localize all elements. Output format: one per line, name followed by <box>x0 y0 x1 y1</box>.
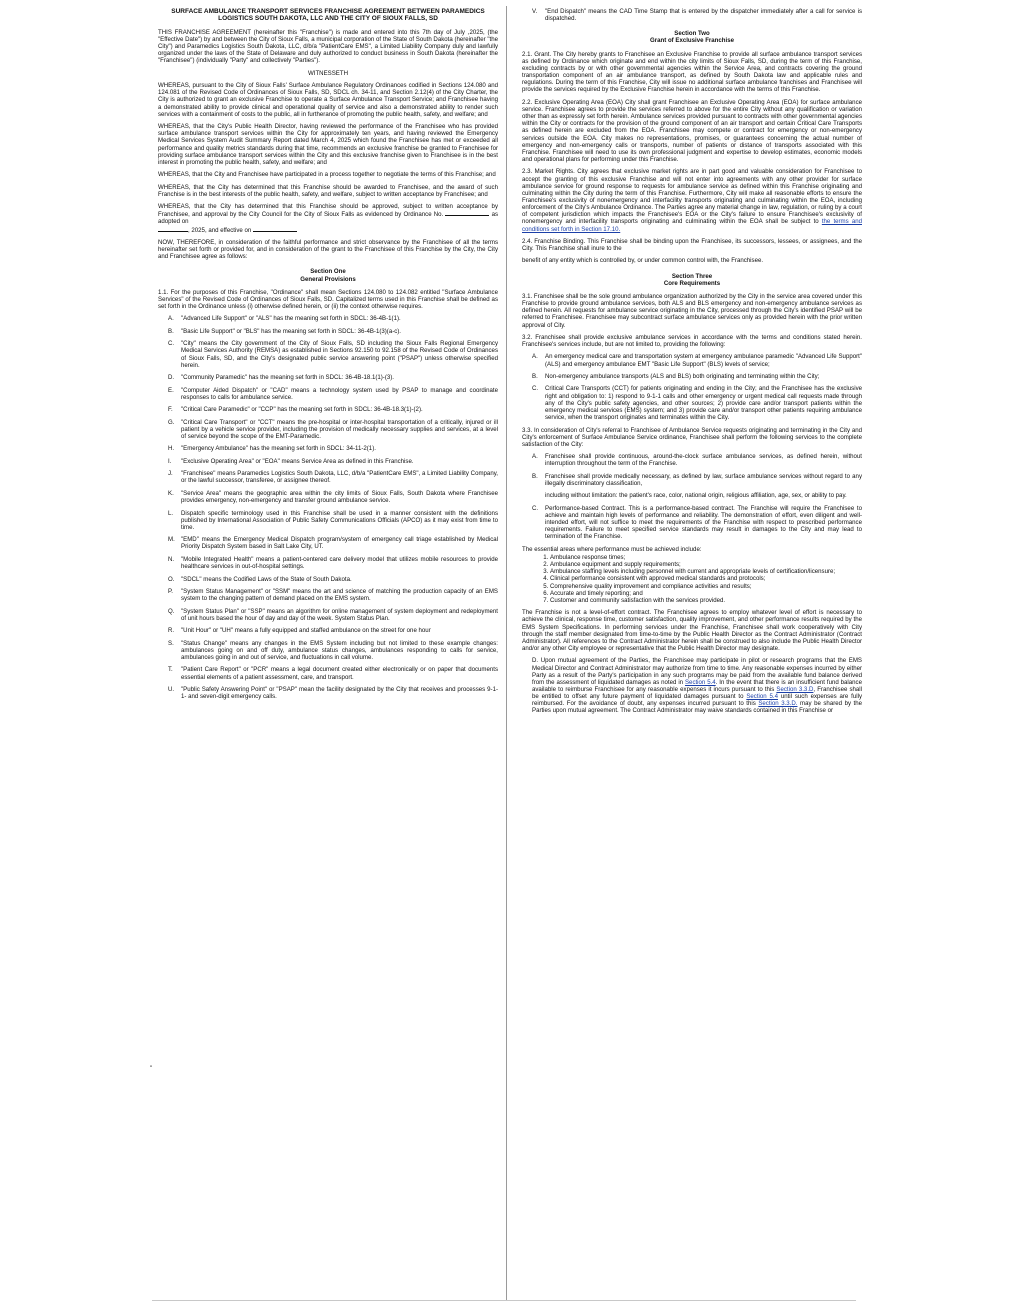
section-2-4-continued: benefit of any entity which is controlled by, or under common control with, the Franchisee. <box>522 257 764 265</box>
section-2-3: 2.3. Market Rights. City agrees that exclusive market rights are in part good and valuable consideration for Franchisee to accept the granting of this exclusive Franchise and will not enter into agreements with any other provider for surface ambulance service for ground response to requests for ambulance service as defined within this Franchise originating and culminating within the City during the term of this Franchise. Furthermore, City will make all reasonable efforts to ensure the Franchisee's exclusivity of nonemergency and interfacility transports originating and culminating within the EOA, including enforcement of the City's Ambulance Ordinance. The Parties agree any material change in law, regulation, or ruling by a court of competent jurisdiction which impacts the Franchisee's EOA or the City's failure to ensure Franchisee's exclusivity of nonemergency and interfacility transports originating and culminating within the EOA shall be subject to the terms and conditions set forth in Section 17.10. <box>522 168 862 233</box>
definition-item: A. "Advanced Life Support" or "ALS" has the meaning set forth in SDCL: 36-4B-1(1). <box>168 315 401 323</box>
service-item: B. Non-emergency ambulance transports (ALS and BLS) both originating and terminating within the City; <box>532 372 820 380</box>
list-item: 6. Accurate and timely reporting; and <box>550 590 862 597</box>
definition-item: G. "Critical Care Transport" or "CCT" means the pre-hospital or inter-hospital transportation of a critically, injured or ill patient by a vehicle service provider, including the provision of medically necessary supplies and services, at a level of service beyond the scope of the EMT-Paramedic. <box>168 418 498 440</box>
intro-paragraph: THIS FRANCHISE AGREEMENT (hereinafter this "Franchise") is made and entered into this 7th day of July ,2025, (the "Effective Date") by and between the City of Sioux Falls, a municipal corporation of the State of South Dakota (hereinafter "the City") and Paramedics Logistics South Dakota, LLC, d/b/a "PatientCare EMS", a Limited Liability Company duly and lawfully organized under the laws of the State of Delaware and duly authorized to conduct business in South Dakota (hereinafter the "Franchisee") (individually "Party" and collectively "Parties"). <box>158 28 498 65</box>
list-item: 5. Comprehensive quality improvement and compliance activities and results; <box>550 583 862 590</box>
whereas-paragraph-ordinance: WHEREAS, that the City has determined that this Franchise should be approved, subject to written acceptance by Franchisee, and approval by the City Council for the City of Sioux Falls as evidenced by Ordinance No. as adopted on , 2025, and effective on <box>158 203 498 234</box>
section-three-heading: Section Three Core Requirements <box>663 272 721 287</box>
whereas-paragraph-4: WHEREAS, that the City has determined that this Franchise should be awarded to Franchisee, and the award of such Franchise is in the best interests of the public health, safety, and welfare, subject to written acceptance by Franchisee; and <box>158 183 498 198</box>
section-3-3-d-link[interactable]: Section 3.3.D <box>776 686 814 693</box>
list-item: 1. Ambulance response times; <box>550 554 862 561</box>
witnesseth-heading: WITNESSETH <box>308 69 348 77</box>
essential-areas-intro: The essential areas where performance must be achieved include: <box>522 545 702 553</box>
definition-item: P. "System Status Management" or "SSM" means the art and science of matching the production capacity of an EMS system to the changing pattern of demand placed on the EMS system. <box>168 587 498 603</box>
service-item: A. An emergency medical care and transportation system at emergency ambulance paramedic "Advanced Life Support" (ALS) and emergency ambulance EMT "Basic Life Support" (BLS) levels of service; <box>532 353 862 368</box>
requirement-item: C. Performance-based Contract. This is a performance-based contract. The Franchise will require the Franchisee to achieve and maintain high levels of performance and reliability. The demonstration of effort, even diligent and well-intended effort, will not suffice to meet the requirements of the Franchise with respect to prescribed performance requirements. Failure to meet specified service standards may result in damages to the City and may lead to termination of the Franchise. <box>532 504 862 541</box>
whereas-paragraph-2: WHEREAS, that the City's Public Health Director, having reviewed the performance of the Franchisee who has provided surface ambulance transport services within the City for approximately ten years, and having reviewed the Emergency Medical Services System Audit Summary Report dated March 4, 2025 which found the Franchisee has met or exceeded all performance and quality metrics standards during that time, recommends an exclusive franchise be granted to Franchisee for providing surface ambulance transport services within the City and this exclusive franchise given to Franchisee is in the best interest in promoting the public health, safety, and welfare; and <box>158 123 498 166</box>
definition-item: R. "Unit Hour" or "UH" means a fully equipped and staffed ambulance on the street for one hour <box>168 627 431 635</box>
definition-item: U. "Public Safety Answering Point" or "PSAP" mean the facility designated by the City that receives and processes 9-1-1- and seven-digit emergency calls. <box>168 686 498 701</box>
definition-item: D. "Community Paramedic" has the meaning set forth in SDCL: 36-4B-18.1(1)-(3). <box>168 374 394 382</box>
list-item: 2. Ambulance equipment and supply requirements; <box>550 561 862 568</box>
not-level-of-effort-paragraph: The Franchise is not a level-of-effort contract. The Franchisee agrees to employ whatever level of effort is necessary to achieve the clinical, response time, customer satisfaction, quality improvement, and other performance results required by the EMS System Specifications. In performing services under the Franchise, Franchisee shall work cooperatively with City through the staff member designated from time-to-time by the Public Health Director as the Contract Administrator (Contract Administrator). All references to the Contract Administrator herein shall be construed to also include the Public Health Director and/or any other City employee or representative that the Public Health Director may designate. <box>522 609 862 653</box>
list-item: 4. Clinical performance consistent with approved medical standards and protocols; <box>550 575 862 582</box>
section-2-1: 2.1. Grant. The City hereby grants to Franchisee an Exclusive Franchise to provide all surface ambulance transport services as defined by Ordinance which originate and end within the city limits of Sioux Falls, SD, during the term of this Franchise, excluding contracts by or with other governmental agencies within the Service Area, and contracts covering the ground transportation component of an air ambulance transport, as defined by South Dakota law and applicable rules and regulations. During the term of this Franchise, City will issue no additional surface ambulance franchises and Franchisee will provide the services required by the Exclusive Franchise herein in accordance with the terms of this Franchise. <box>522 50 862 94</box>
definition-item: J. "Franchisee" means Paramedics Logistics South Dakota, LLC, d/b/a "PatientCare EMS", a Limited Liability Company, or the lawful successor, transferee, or assignee thereof. <box>168 470 498 485</box>
section-one-heading: Section One General Provisions <box>300 268 356 283</box>
definition-item: Q. "System Status Plan" or "SSP" means an algorithm for online management of system deployment and redeployment of unit hours based the hour of day and day of the week. System Status Plan. <box>168 607 498 622</box>
definition-item: C. "City" means the City government of the City of Sioux Falls, SD including the Sioux Falls Regional Emergency Medical Services Authority (REMSA) as established in Sections 92.150 to 92.158 of the Revised Code of Ordinances of Sioux Falls, SD, and the City's designated public service answering point ("PSAP") unless otherwise specified herein. <box>168 340 498 369</box>
section-3-2: 3.2. Franchisee shall provide exclusive ambulance services in accordance with the terms and conditions stated herein. Franchisee's services include, but are not limited to, providing the following: <box>522 333 862 349</box>
section-3-3: 3.3. In consideration of City's referral to Franchisee of Ambulance Service requests originating and terminating in the City and City's enforcement of Surface Ambulance Service ordinance, Franchisee shall perform the following services to the complete satisfaction of the City: <box>522 426 862 448</box>
definition-item: L. Dispatch specific terminology used in this Franchise shall be used in a manner consistent with the definitions published by International Association of Public Safety Communications Officials (APCO) as it may exist from time to time. <box>168 509 498 531</box>
definitions-list <box>158 315 498 700</box>
whereas-paragraph-3: WHEREAS, that the City and Franchisee have participated in a process together to negotiate the terms of this Franchise; and <box>158 171 496 179</box>
section-3-1: 3.1. Franchisee shall be the sole ground ambulance organization authorized by the City in the service area covered under this Franchise to provide ground ambulance services, both ALS and BLS emergency and non-emergency ambulance services as defined herein. All requests for ambulance service originating in the City, processed through the City's identified PSAP will be referred to Franchisee. Franchisee may subcontract surface ambulance services only as provided herein with the prior written approval of City. <box>522 292 862 329</box>
service-item: C. Critical Care Transports (CCT) for patients originating and ending in the City; and the Franchisee has the exclusive right and obligation to: 1) respond to 9-1-1 calls and other emergency or urgent medical call requests made through any of the City's public safety agencies, and other sources; 2) provide care and/or transport patients within the emergency medical services (EMS) system; and 3) provide care and/or transport other patients requiring ambulance service, when the transport originates and terminates within the City. <box>532 385 862 422</box>
section-5-4-link[interactable]: Section 5.4 <box>684 678 716 686</box>
definition-item: N. "Mobile Integrated Health" means a patient-centered care delivery model that utilizes mobile resources to provide healthcare services in out-of-hospital settings. <box>168 555 498 571</box>
definition-item: T. "Patient Care Report" or "PCR" means a legal document created either electronically or on paper that documents essential elements of a patient assessment, care, and transport. <box>168 666 498 681</box>
definition-item: F. "Critical Care Paramedic" or "CCP" has the meaning set forth in SDCL: 36-4B-18.3(1)-(2). <box>168 406 423 414</box>
definition-item: S. "Status Change" means any changes in the EMS System including but not limited to these example changes: ambulances going on and off duty, ambulance status changes, ambulances responding to calls for service, ambulances going in and out of service, and fluctuations in call volume. <box>168 639 498 661</box>
definition-item: H. "Emergency Ambulance" has the meaning set forth in SDCL: 34-11-2(1). <box>168 445 376 453</box>
definition-item: M. "EMD" means the Emergency Medical Dispatch program/system of emergency call triage established by Medical Priority Dispatch System based in Salt Lake City, UT. <box>168 536 498 551</box>
column-divider <box>506 6 507 1300</box>
requirement-item-continued: including without limitation: the patient's race, color, national origin, religious affiliation, age, sex, or ability to pay. <box>545 492 847 500</box>
definition-item: B. "Basic Life Support" or "BLS" has the meaning set forth in SDCL: 36-4B-1(3)(a-c). <box>168 327 402 335</box>
adopted-date-blank <box>158 226 188 232</box>
definition-item-v: V. "End Dispatch" means the CAD Time Stamp that is entered by the dispatcher immediately after a call for service is dispatched. <box>532 8 862 23</box>
agreement-title: SURFACE AMBULANCE TRANSPORT SERVICES FRANCHISE AGREEMENT BETWEEN PARAMEDICS LOGISTICS SOUTH DAKOTA, LLC AND THE CITY OF SIOUX FALLS, SD <box>171 8 485 23</box>
whereas-paragraph-1: WHEREAS, pursuant to the City of Sioux Falls' Surface Ambulance Regulatory Ordinances codified in Sections 124.080 and 124.081 of the Revised Code of Ordinances of Sioux Falls, SD, SDCL ch. 34-11, and Section 2.12(4) of the City Charter, the City is authorized to grant an exclusive Franchise to operate a Surface Ambulance Transport Service; and Franchisee having a demonstrated ability to provide clinical and operational quality of service and also a demonstrated ability to render such services with a containment of costs to the public, all in furtherance of promoting the public health, safety, and welfare; and <box>158 82 498 118</box>
definition-item: E. "Computer Aided Dispatch" or "CAD" means a technology system used by PSAP to manage and coordinate responses to calls for ambulance service. <box>168 386 498 401</box>
section-17-10-link[interactable]: the terms and conditions set forth in Section 17.10. <box>522 218 862 233</box>
bottom-rule <box>152 1300 856 1301</box>
section-2-2: 2.2. Exclusive Operating Area (EOA) City shall grant Franchisee an Exclusive Operating Area (EOA) for surface ambulance service. Franchisee agrees to provide the services referred to above for the entire City without any qualification or variation other than as expressly set forth herein. Ambulance services provided pursuant to contracts with other governmental agencies within the City or contracts for the provision of the ground component of an air transport and certain Critical Care Transports as defined herein are excluded from the EOA. Franchisee may compete or contract for emergency or non-emergency services outside the EOA. City makes no representations, promises, or guarantees concerning the actual number of emergency and non-emergency calls or transports, number of patients or distance of transports associated with this Franchise. Franchisee will need to use its own professional judgment and expertise to develop estimates, economic models and operational plans for performing under this Franchise. <box>522 98 862 163</box>
section-2-4: 2.4. Franchise Binding. This Franchise shall be binding upon the Franchisee, its successors, lessees, or assignees, and the City. This Franchise shall inure to the <box>522 237 862 253</box>
left-column <box>158 8 498 706</box>
list-item: 7. Customer and community satisfaction with the services provided. <box>550 597 862 604</box>
effective-date-blank <box>253 226 297 232</box>
right-column <box>522 8 862 720</box>
section-5-4-link[interactable]: Section 5.4 <box>746 693 778 701</box>
section-3-3-d-link[interactable]: Section 3.3.D. <box>758 700 798 708</box>
essential-areas-list <box>522 554 862 604</box>
section-1-1: 1.1. For the purposes of this Franchise, "Ordinance" shall mean Sections 124.080 to 124.082 entitled "Surface Ambulance Services" of the Revised Code of Ordinances of Sioux Falls, SD. Capitalized terms used in this Franchise shall be defined as set forth in the Ordinance unless (i) otherwise defined herein, or (ii) the context otherwise requires. <box>158 288 498 310</box>
section-two-heading: Section Two Grant of Exclusive Franchise <box>650 30 734 45</box>
ordinance-number-blank <box>445 210 489 216</box>
definition-item: K. "Service Area" means the geographic area within the city limits of Sioux Falls, South Dakota where Franchisee provides emergency, non-emergency and transfer ground ambulance service. <box>168 489 498 505</box>
definition-item: I. "Exclusive Operating Area" or "EOA" means Service Area as defined in this Franchise. <box>168 457 414 465</box>
definition-item: O. "SDCL" means the Codified Laws of the State of South Dakota. <box>168 575 352 583</box>
list-item: 3. Ambulance staffing levels including personnel with current and appropriate levels of certification/licensure; <box>550 568 862 575</box>
requirement-item: A. Franchisee shall provide continuous, around-the-clock surface ambulance services, as defined herein, without interruption throughout the term of the Franchise. <box>532 453 862 468</box>
now-therefore-paragraph: NOW, THEREFORE, in consideration of the faithful performance and strict observance by the Franchisee of all the terms hereinafter set forth or provided for, and in consideration of the grant to the Franchisee of this Franchise by the City, the City and Franchisee agree as follows: <box>158 238 498 261</box>
section-3-3-d: D. Upon mutual agreement of the Parties, the Franchisee may participate in pilot or research programs that the EMS Medical Director and Contract Administrator may authorize from time to time. Any reasonable expenses incurred by either Party as a result of the Party's participation in any such programs may be paid from the available fund balance derived from the assessment of liquidated damages as noted in Section 5.4. In the event that there is an insufficient fund balance available to reimburse Franchisee for any reasonable expenses it incurs pursuant to this Section 3.3.D, Franchisee shall be entitled to offset any future payment of liquidated damages pursuant to Section 5.4 until such expenses are fully reimbursed. For the avoidance of doubt, any expenses incurred pursuant to this Section 3.3.D. may be shared by the Parties upon mutual agreement. The Contract Administrator may waive standards contained in this Franchise or <box>532 657 863 715</box>
stray-mark: " <box>150 1066 153 1072</box>
requirement-item: B. Franchisee shall provide medically necessary, as defined by law, surface ambulance services without regard to any illegally discriminatory classification, <box>532 472 862 487</box>
